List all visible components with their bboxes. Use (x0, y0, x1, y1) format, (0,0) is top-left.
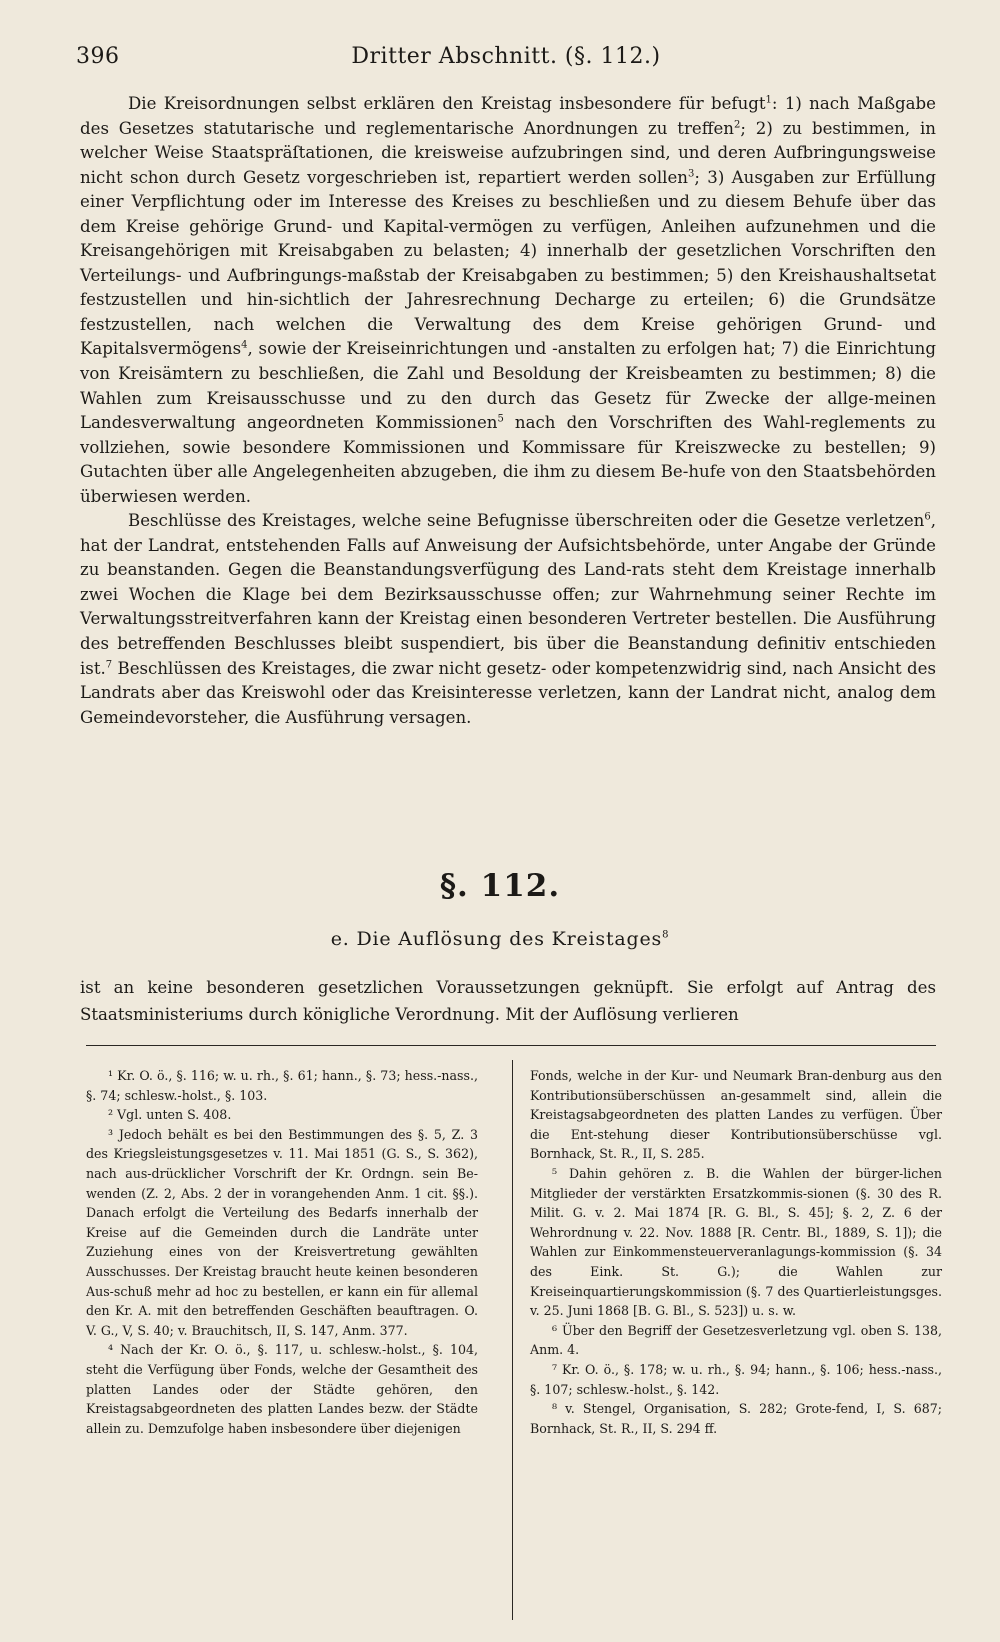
footnote-ref: 2 (734, 119, 741, 131)
footnote: ⁶ Über den Begriff der Gesetzesverletzung vgl. oben S. 138, Anm. 4. (530, 1322, 942, 1358)
footnote-continuation: Fonds, welche in der Kur- und Neumark Bran-denburg aus den Kontributionsüberschüssen an-gesammelt sind, allein die Kreistagsabgeordneten des platten Landes zu verfügen. Über die Ent-stehung dieser Kontributionsüberschüsse vgl. Bornhack, St. R., II, S. 285. (530, 1068, 942, 1162)
footnote-ref: 8 (662, 929, 670, 941)
footnote: ⁴ Nach der Kr. O. ö., §. 117, u. schlesw.-holst., §. 104, steht die Verfügung über Fonds, welche der Gesamtheit des platten Landes oder der Städte gehören, den Kreistagsabgeordneten des platten Landes bezw. der Städte allein zu. Demzufolge haben insbesondere über diejenigen (86, 1342, 478, 1436)
footnote-ref: 5 (497, 413, 504, 425)
paragraph (80, 92, 936, 509)
footnote-ref: 4 (241, 339, 248, 351)
text-span: ; 3) Ausgaben zur Erfüllung einer Verpflichtung oder im Interesse des Kreises zu beschließen und zu diesem Behufe über das dem Kreise gehörige Grund- und Kapital-vermögen zu verfügen, Anleihen aufzunehmen und die Kreisangehörigen mit Kreisabgaben zu belasten; 4) innerhalb der gesetzlichen Vorschriften den Verteilungs- und Aufbringungs-maßstab der Kreisabgaben zu bestimmen; 5) den Kreishaushaltsetat festzustellen und hin-sichtlich der Jahresrechnung Decharge zu erteilen; 6) die Grundsätze festzustellen, nach welchen die Verwaltung des dem Kreise gehörigen Grund- und Kapitalsvermögens (80, 167, 936, 359)
footnote: ¹ Kr. O. ö., §. 116; w. u. rh., §. 61; hann., §. 73; hess.-nass., §. 74; schlesw.-holst., §. 103. (86, 1068, 478, 1103)
text-span: , sowie der Kreiseinrichtungen und -anstalten zu erfolgen hat; 7) die Einrichtung von Kreisämtern zu beschließen, die Zahl und Besoldung der Kreisbeamten zu bestimmen; 8) die Wahlen zum Kreisausschusse und zu den durch das Gesetz für Zwecke der allge-meinen Landesverwaltung angeordneten Kommissionen (80, 339, 936, 433)
footnote: ⁵ Dahin gehören z. B. die Wahlen der bürger-lichen Mitglieder der verstärkten Ersatzkommis-sionen (§. 30 des R. Milit. G. v. 2. Mai 1874 [R. G. Bl., S. 45]; §. 2, Z. 6 der Wehrordnung v. 22. Nov. 1888 [R. Centr. Bl., 1889, S. 1]); die Wahlen zur Einkommensteuerveranlagungs-kommission (§. 34 des Eink. St. G.); die Wahlen zur Kreiseinquartierungskommission (§. 7 des Quartierleistungsges. v. 25. Juni 1868 [B. G. Bl., S. 523]) u. s. w. (530, 1165, 942, 1319)
footnote: ⁸ v. Stengel, Organisation, S. 282; Grote-fend, I, S. 687; Bornhack, St. R., II, S. 294 ff. (530, 1401, 942, 1436)
running-head (76, 40, 936, 74)
column-divider (512, 1060, 513, 1620)
footnote-ref: 3 (688, 168, 695, 180)
text-span: : 1) nach Maßgabe des Gesetzes statutarische und reglementarische Anordnungen zu treffen (80, 94, 936, 138)
footnote-ref: 7 (105, 659, 113, 671)
footnotes-right-column (530, 1066, 942, 1438)
footnote: ³ Jedoch behält es bei den Bestimmungen des §. 5, Z. 3 des Kriegsleistungsgesetzes v. 11. Mai 1851 (G. S., S. 362), nach aus-drücklicher Vorschrift der Kr. Ordngn. sein Be-wenden (Z. 2, Abs. 2 der in vorangehenden Anm. 1 cit. §§.). Danach erfolgt die Verteilung des Bedarfs innerhalb der Kreise auf die Gemeinden durch die Landräte unter Zuziehung eines von der Kreisvertretung gewählten Ausschusses. Der Kreistag braucht heute keinen besonderen Aus-schuß mehr ad hoc zu bestellen, er kann ein für allemal den Kr. A. mit den betreffenden Geschäften beauftragen. O. V. G., V, S. 40; v. Brauchitsch, II, S. 147, Anm. 377. (86, 1126, 478, 1338)
text-span: ; 2) zu bestimmen, in welcher Weise Staatspräſtationen, die kreisweise aufzubringen sind, und deren Aufbringungsweise nicht schon durch Gesetz vorgeschrieben ist, repartiert werden sollen (80, 118, 936, 187)
footnote: ² Vgl. unten S. 408. (108, 1107, 232, 1123)
paragraph (80, 509, 936, 730)
subsection-title: e. Die Auflösung des Kreistages (330, 928, 663, 950)
text-span: nach den Vorschriften des Wahl-reglements zu vollziehen, sowie besondere Kommissionen und Kommissare für Kreiszwecke zu bestellen; 9) Gutachten über alle Angelegenheiten abzugeben, die ihm zu diesem Be-hufe von den Staatsbehörden überwiesen werden. (80, 413, 936, 506)
footnote-rule (86, 1045, 936, 1046)
footnote: ⁷ Kr. O. ö., §. 178; w. u. rh., §. 94; hann., §. 106; hess.-nass., §. 107; schlesw.-holst., §. 142. (530, 1361, 942, 1397)
section-text (80, 974, 936, 1028)
page-number: 396 (76, 44, 120, 69)
running-title: Dritter Abschnitt. (§. 112.) (351, 44, 661, 69)
main-text (80, 92, 936, 730)
subsection-heading (0, 928, 1000, 950)
section-heading: §. 112. (439, 868, 561, 904)
footnote-ref: 1 (765, 94, 772, 106)
paragraph: ist an keine besonderen gesetzlichen Voraussetzungen geknüpft. Sie erfolgt auf Antrag des Staatsministeriums durch königliche Verordnung. Mit der Auflösung verlieren (80, 978, 936, 1024)
text-span: , hat der Landrat, entstehenden Falls auf Anweisung der Aufsichtsbehörde, unter Angabe der Gründe zu beanstanden. Gegen die Beanstandungsverfügung des Land-rats steht dem Kreistage innerhalb zwei Wochen die Klage bei dem Bezirksausschusse offen; zur Wahrnehmung seiner Rechte im Verwaltungsstreitverfahren kann der Kreistag einen besonderen Vertreter bestellen. Die Ausführung des betreffenden Beschlusses bleibt suspendiert, bis über die Beanstandung definitiv entschieden ist. (80, 511, 936, 678)
text-span: Beschlüssen des Kreistages, die zwar nicht gesetz- oder kompetenzwidrig sind, nach Ansicht des Landrats aber das Kreiswohl oder das Kreisinteresse verletzen, kann der Landrat nicht, analog dem Gemeindevorsteher, die Ausführung versagen. (80, 658, 936, 727)
text-span: Die Kreisordnungen selbst erklären den Kreistag insbesondere für befugt (128, 94, 766, 113)
footnotes-left-column (86, 1066, 478, 1438)
text-span: Beschlüsse des Kreistages, welche seine Befugnisse überschreiten oder die Gesetze verletzen (128, 511, 925, 531)
footnote-ref: 6 (924, 511, 931, 523)
